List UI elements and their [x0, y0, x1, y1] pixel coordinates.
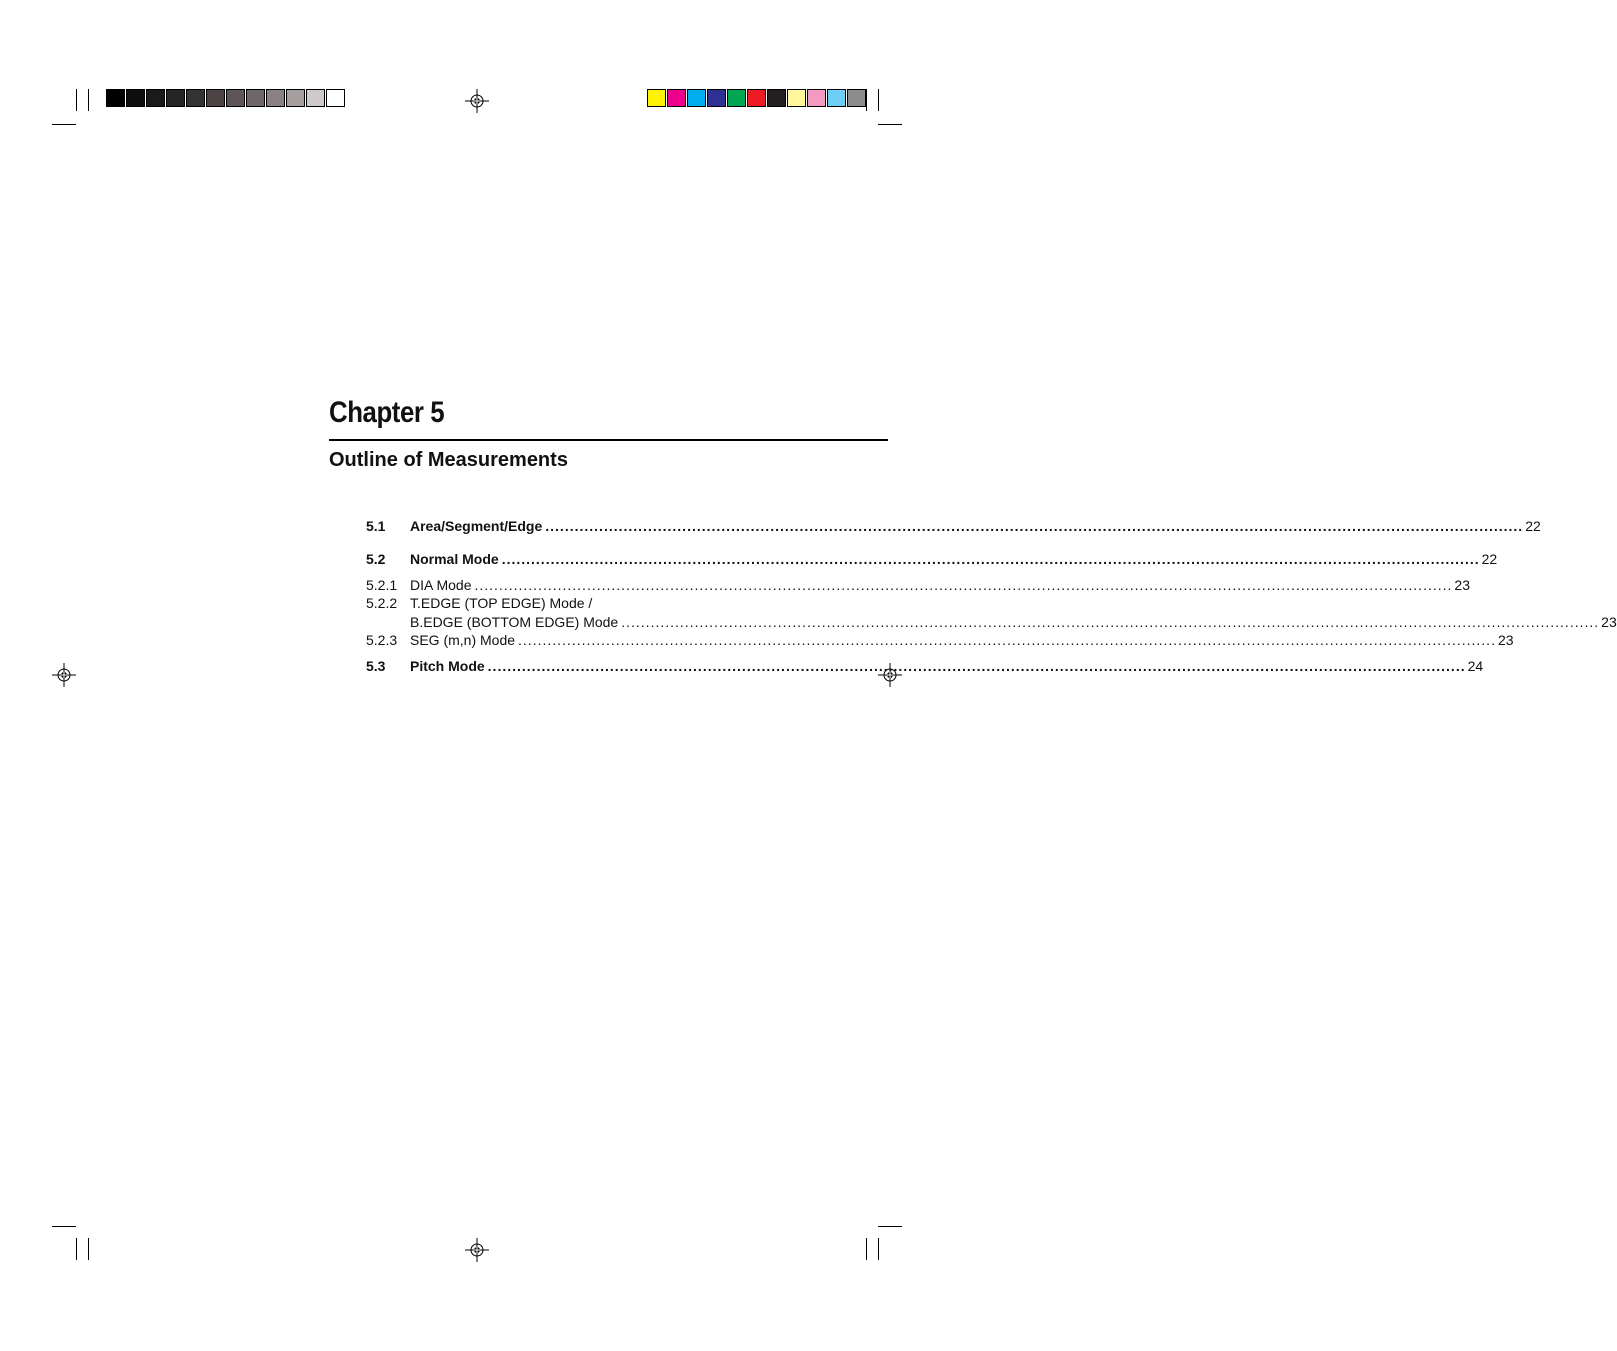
registration-mark-icon — [465, 1238, 489, 1262]
toc-entry[interactable] — [366, 551, 1498, 569]
crop-mark — [88, 89, 89, 111]
toc-leader: ........................................................................................................................................................................................................ — [545, 518, 1524, 534]
color-swatch — [206, 89, 225, 107]
crop-mark — [866, 1238, 867, 1260]
crop-mark — [878, 1226, 902, 1227]
toc-title: Normal Mode — [410, 551, 499, 567]
toc-entry[interactable] — [366, 658, 1484, 676]
toc-leader: ........................................................................................................................................................................................................ — [518, 632, 1496, 648]
toc-number: 5.2 — [366, 551, 386, 567]
registration-mark-icon — [465, 89, 489, 113]
toc-page: 23 — [1497, 632, 1514, 648]
color-swatch — [126, 89, 145, 107]
toc-page: 23 — [1454, 577, 1470, 593]
toc-page: 22 — [1481, 551, 1498, 567]
chapter-title: Chapter 5 — [329, 396, 445, 429]
toc-title: T.EDGE (TOP EDGE) Mode / — [410, 595, 593, 611]
color-swatch — [166, 89, 185, 107]
chapter-rule — [329, 439, 888, 441]
toc-number: 5.3 — [366, 658, 386, 674]
toc-title: Pitch Mode — [410, 658, 485, 674]
crop-mark — [52, 124, 76, 125]
toc-entry[interactable] — [366, 518, 1541, 536]
color-swatch — [787, 89, 806, 107]
color-swatch — [707, 89, 726, 107]
color-swatch — [266, 89, 285, 107]
crop-mark — [878, 89, 879, 111]
registration-mark-icon — [52, 663, 76, 687]
color-swatch — [647, 89, 666, 107]
color-swatch — [827, 89, 846, 107]
toc-title: B.EDGE (BOTTOM EDGE) Mode — [410, 614, 619, 630]
toc-title: Area/Segment/Edge — [410, 518, 543, 534]
toc-entry[interactable] — [366, 614, 1617, 632]
color-swatch — [807, 89, 826, 107]
crop-mark — [52, 1226, 76, 1227]
color-swatch — [246, 89, 265, 107]
toc-page: 22 — [1525, 518, 1541, 534]
color-swatch — [186, 89, 205, 107]
crop-mark — [88, 1238, 89, 1260]
toc-title: DIA Mode — [410, 577, 472, 593]
toc-entry[interactable] — [366, 595, 811, 613]
color-calibration-bar — [647, 89, 867, 107]
crop-mark — [76, 89, 77, 111]
toc-leader: ........................................................................................................................................................................................................ — [474, 577, 1453, 593]
color-swatch — [326, 89, 345, 107]
toc-number: 5.2.1 — [366, 577, 398, 593]
color-swatch — [847, 89, 866, 107]
crop-mark — [76, 1238, 77, 1260]
toc-title: SEG (m,n) Mode — [410, 632, 516, 648]
color-swatch — [306, 89, 325, 107]
color-swatch — [667, 89, 686, 107]
toc-page: 24 — [1467, 658, 1484, 674]
toc-leader: ........................................................................................................................................................................................................ — [487, 658, 1466, 674]
toc-number: 5.2.2 — [366, 595, 398, 611]
color-swatch — [106, 89, 125, 107]
color-swatch — [687, 89, 706, 107]
gray-calibration-bar — [106, 89, 346, 107]
crop-mark — [878, 124, 902, 125]
color-swatch — [767, 89, 786, 107]
toc-page: 23 — [1601, 614, 1617, 630]
toc-number: 5.1 — [366, 518, 386, 534]
toc-entry[interactable] — [366, 632, 1514, 650]
color-swatch — [226, 89, 245, 107]
color-swatch — [727, 89, 746, 107]
color-swatch — [286, 89, 305, 107]
toc-number: 5.2.3 — [366, 632, 398, 648]
toc-leader: ........................................................................................................................................................................................................ — [621, 614, 1600, 630]
toc-leader: ........................................................................................................................................................................................................ — [501, 551, 1480, 567]
crop-mark — [878, 1238, 879, 1260]
color-swatch — [747, 89, 766, 107]
color-swatch — [146, 89, 165, 107]
chapter-subtitle: Outline of Measurements — [329, 449, 568, 471]
toc-entry[interactable] — [366, 577, 1470, 595]
